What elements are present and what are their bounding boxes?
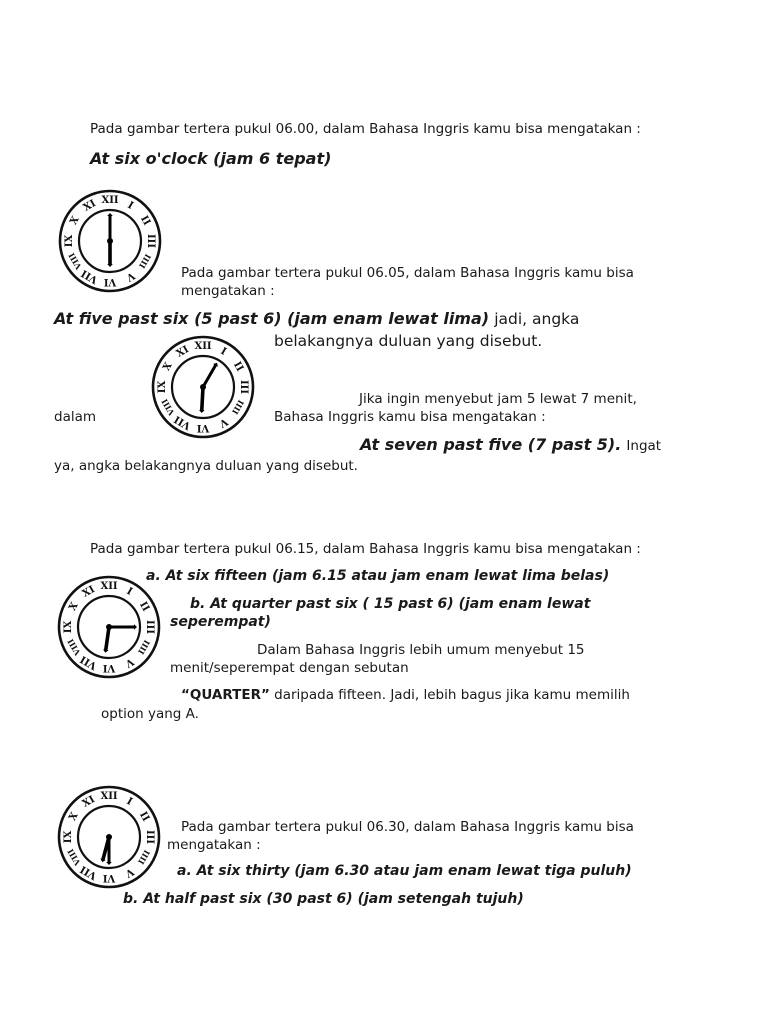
svg-text:V: V — [124, 269, 137, 283]
svg-text:V: V — [217, 415, 230, 429]
section2-example-answer-bold: At seven past five (7 past 5). — [360, 435, 622, 454]
quarter-term: “QUARTER” — [181, 687, 270, 703]
svg-text:III: III — [145, 233, 156, 249]
section3-note-line3-tail: daripada fifteen. Jadi, lebih bagus jika kamu memilih — [274, 687, 630, 703]
section3-note-line2: menit/seperempat dengan sebutan — [170, 660, 409, 676]
svg-text:XII: XII — [100, 791, 118, 802]
section2-example-answer-tail: Ingat — [626, 438, 662, 454]
svg-text:II: II — [136, 809, 152, 824]
section4-option-a: a. At six thirty (jam 6.30 atau jam enam lewat tiga puluh) — [177, 863, 632, 879]
section2-answer-bold: At five past six (5 past 6) (jam enam lewat lima) — [54, 309, 490, 328]
svg-text:VI: VI — [103, 276, 117, 287]
svg-text:VII: VII — [78, 863, 99, 882]
section2-answer — [54, 308, 579, 330]
svg-text:II: II — [137, 213, 153, 228]
clock-0605 — [150, 334, 256, 440]
svg-text:I: I — [124, 795, 135, 808]
section3-intro: Pada gambar tertera pukul 06.15, dalam Bahasa Inggris kamu bisa mengatakan : — [90, 541, 641, 557]
svg-text:VII: VII — [172, 413, 193, 432]
svg-text:I: I — [125, 199, 136, 212]
svg-text:VIII: VIII — [65, 847, 83, 868]
svg-text:VII: VII — [78, 653, 99, 672]
svg-text:X: X — [67, 600, 81, 613]
clock-0600 — [57, 188, 163, 294]
svg-text:IIII: IIII — [137, 252, 154, 271]
svg-text:III: III — [238, 379, 249, 395]
section3-option-b-line1: b. At quarter past six ( 15 past 6) (jam enam lewat — [190, 596, 591, 612]
section4-intro-line1: Pada gambar tertera pukul 06.30, dalam Bahasa Inggris kamu bisa — [181, 819, 634, 835]
svg-text:XII: XII — [101, 195, 119, 206]
svg-text:IIII: IIII — [136, 848, 153, 867]
section2-answer-tail: jadi, angka — [494, 310, 580, 328]
section4-option-b: b. At half past six (30 past 6) (jam setengah tujuh) — [123, 891, 524, 907]
svg-text:V: V — [123, 655, 136, 669]
section3-note-line1: Dalam Bahasa Inggris lebih umum menyebut 15 — [257, 642, 585, 658]
section2-intro-line1: Pada gambar tertera pukul 06.05, dalam Bahasa Inggris kamu bisa — [181, 265, 634, 281]
section3-option-b-line2: seperempat) — [170, 614, 271, 630]
section2-intro-line2: mengatakan : — [181, 283, 275, 299]
svg-text:XI: XI — [81, 198, 98, 214]
svg-text:XII: XII — [194, 341, 212, 352]
svg-text:VIII: VIII — [66, 251, 84, 272]
section2-example-note: ya, angka belakangnya duluan yang disebut. — [54, 458, 358, 474]
clock-0615 — [56, 574, 162, 680]
section3-note-line3 — [181, 686, 630, 704]
svg-text:II: II — [136, 599, 152, 614]
svg-text:IX: IX — [157, 380, 168, 394]
svg-text:VII: VII — [79, 267, 100, 286]
svg-text:XI: XI — [174, 344, 191, 360]
section2-example-line2: Bahasa Inggris kamu bisa mengatakan : — [274, 409, 546, 425]
svg-text:XI: XI — [80, 584, 97, 600]
section4-intro-line2: mengatakan : — [167, 837, 261, 853]
svg-text:II: II — [230, 359, 246, 374]
svg-text:III: III — [144, 829, 155, 845]
svg-text:IX: IX — [63, 830, 74, 844]
svg-text:IX: IX — [64, 234, 75, 248]
section1-answer: At six o'clock (jam 6 tepat) — [90, 149, 332, 168]
svg-text:VIII: VIII — [159, 397, 177, 418]
svg-text:XII: XII — [100, 581, 118, 592]
svg-text:X: X — [161, 360, 175, 373]
section2-answer-line2: belakangnya duluan yang disebut. — [274, 332, 543, 350]
svg-text:V: V — [123, 865, 136, 879]
svg-text:VI: VI — [196, 422, 210, 433]
svg-text:X: X — [67, 810, 81, 823]
svg-text:I: I — [124, 585, 135, 598]
section2-example-left: dalam — [54, 409, 97, 425]
svg-text:VI: VI — [102, 872, 116, 883]
svg-text:XI: XI — [80, 794, 97, 810]
section3-option-a: a. At six fifteen (jam 6.15 atau jam enam lewat lima belas) — [146, 568, 610, 584]
section1-intro: Pada gambar tertera pukul 06.00, dalam Bahasa Inggris kamu bisa mengatakan : — [90, 121, 641, 137]
svg-text:IX: IX — [63, 620, 74, 634]
svg-text:III: III — [144, 619, 155, 635]
section2-example-answer — [360, 434, 661, 456]
svg-text:IIII: IIII — [230, 398, 247, 417]
svg-text:VIII: VIII — [65, 637, 83, 658]
section3-note-line4: option yang A. — [101, 706, 199, 722]
clock-0630 — [56, 784, 162, 890]
svg-text:VI: VI — [102, 662, 116, 673]
svg-text:I: I — [218, 345, 229, 358]
svg-text:IIII: IIII — [136, 638, 153, 657]
section2-example-line1: Jika ingin menyebut jam 5 lewat 7 menit, — [359, 391, 637, 407]
svg-text:X: X — [68, 214, 82, 227]
